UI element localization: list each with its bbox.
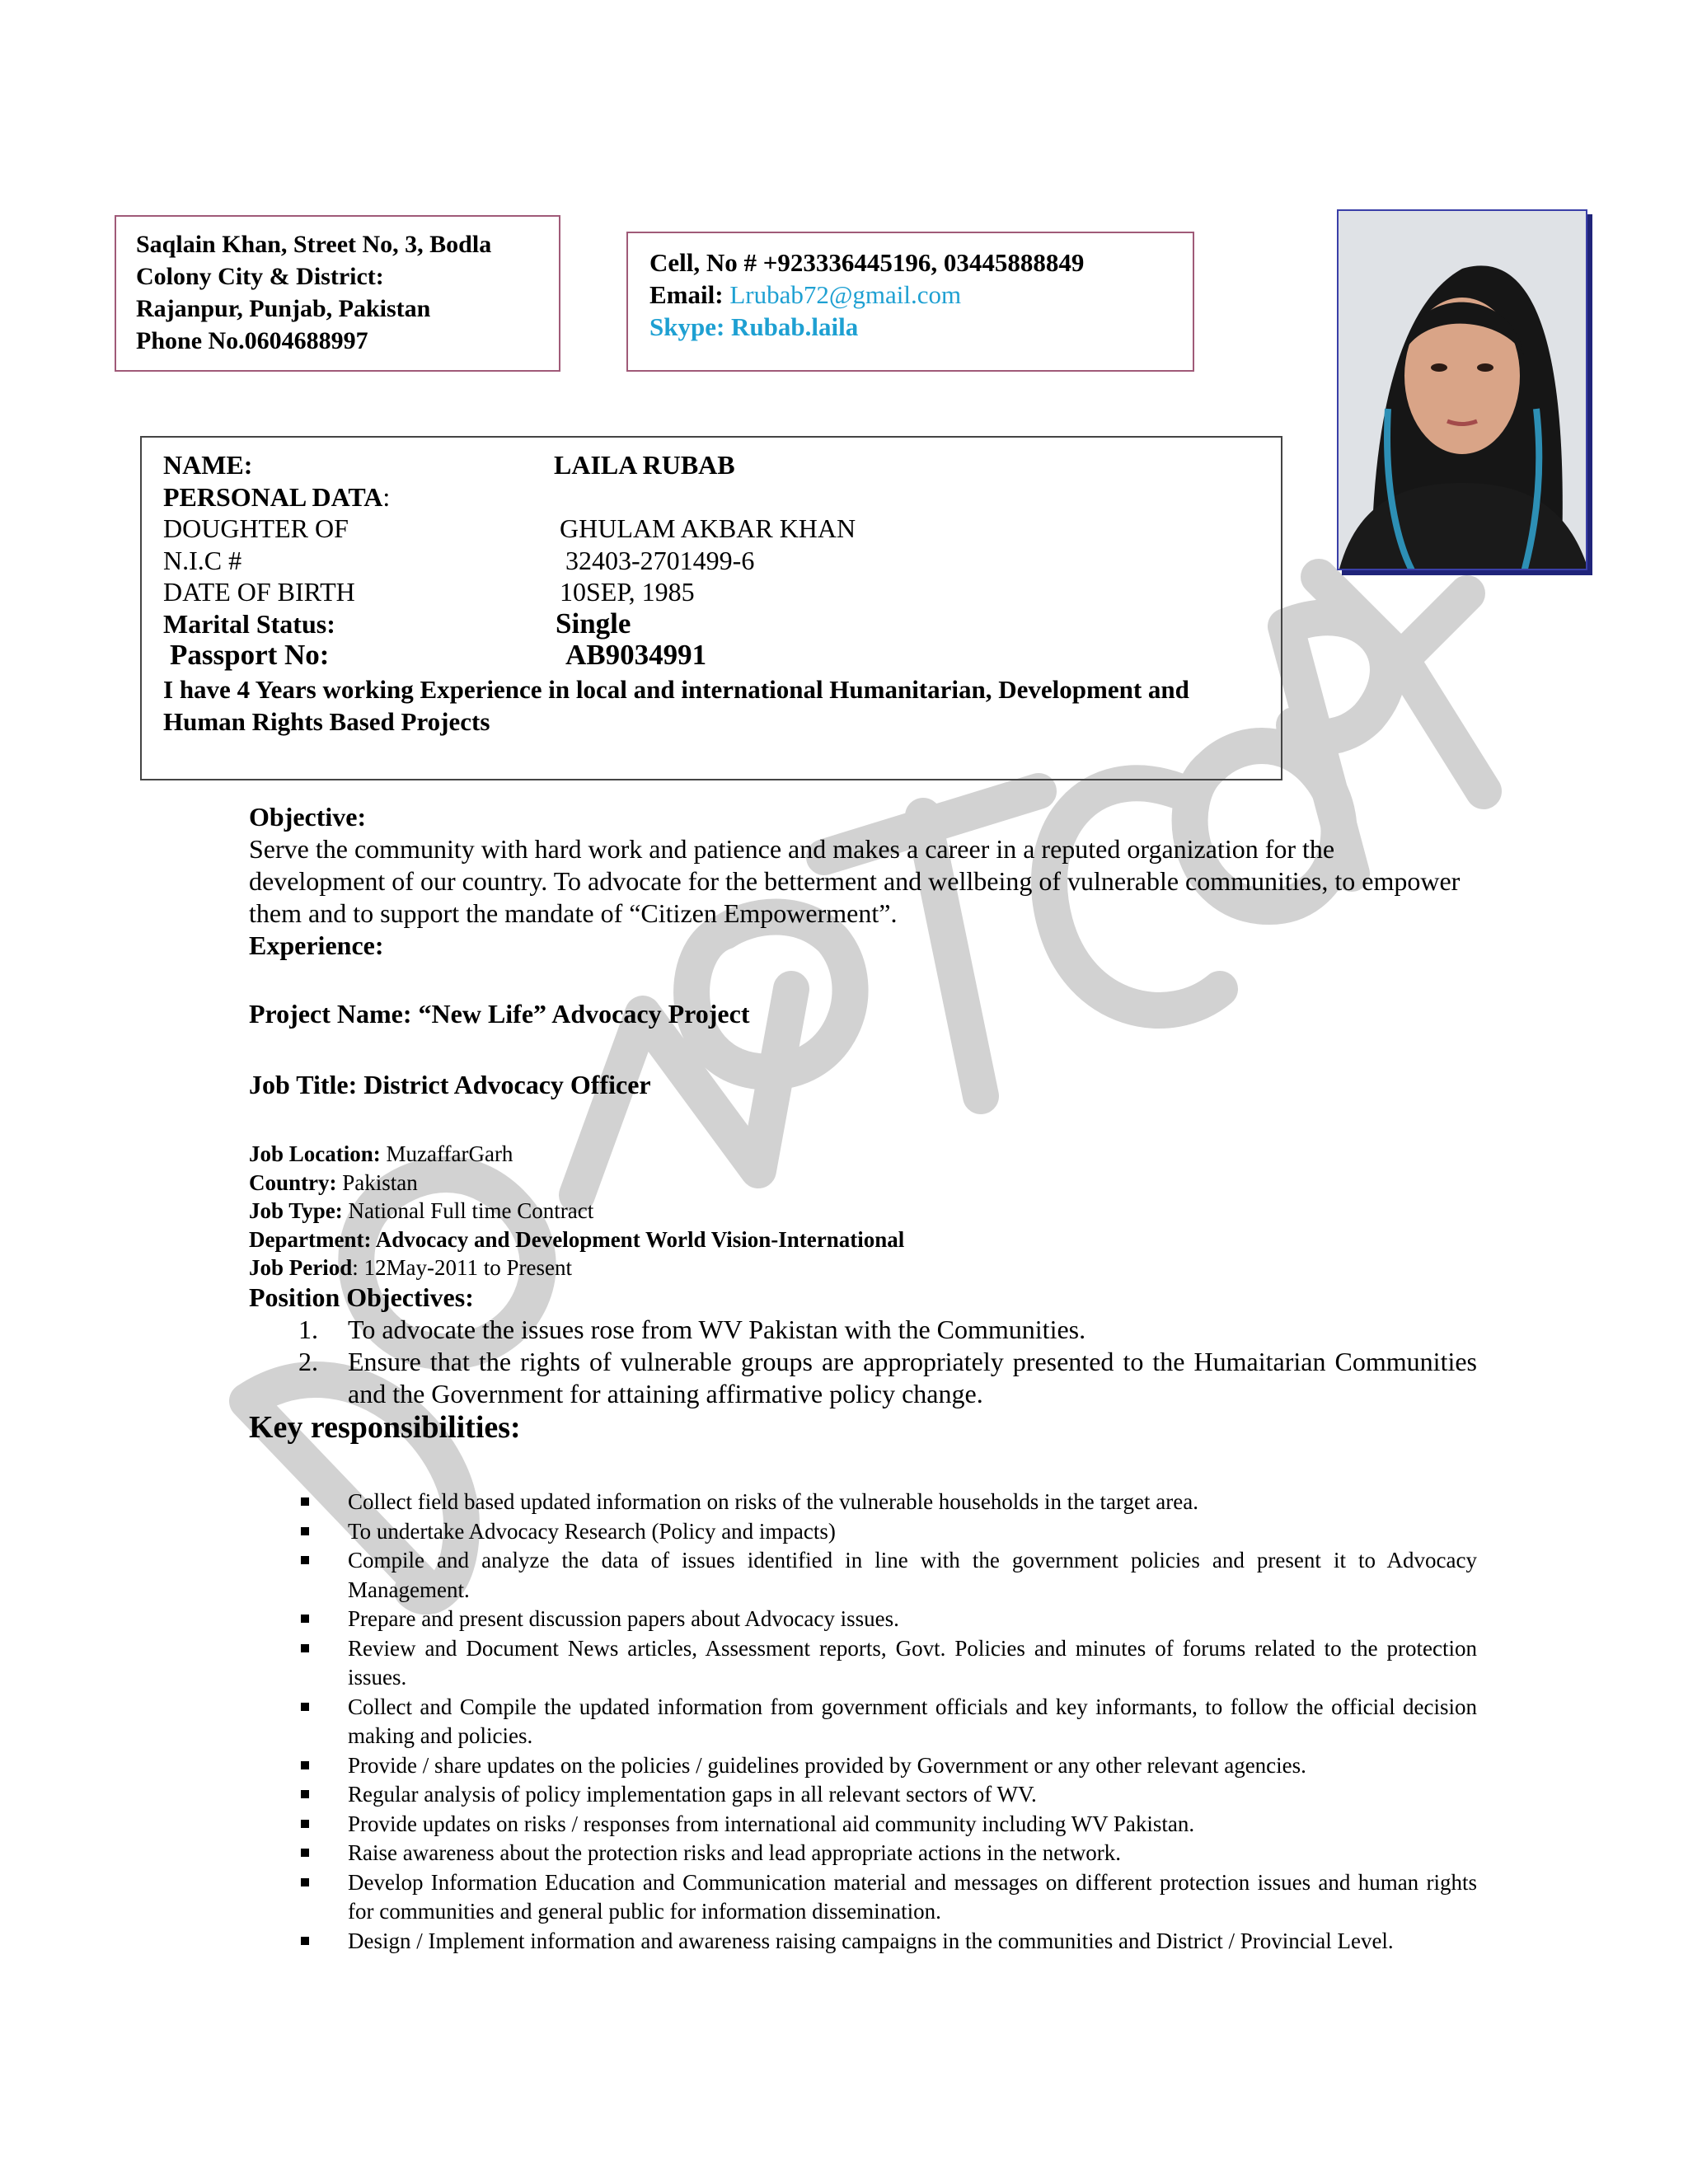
name-row <box>163 449 1259 481</box>
cell-number: Cell, No # +923336445196, 03445888849 <box>649 248 1085 277</box>
email-line <box>649 279 1171 311</box>
job-period-row <box>249 1254 1477 1282</box>
nic-value: 32403-2701499-6 <box>565 545 755 575</box>
address-line: Rajanpur, Punjab, Pakistan <box>136 295 431 322</box>
position-objectives-section <box>249 1282 1477 1410</box>
dob-value: 10SEP, 1985 <box>560 577 695 607</box>
job-location-value: MuzaffarGarh <box>380 1141 513 1166</box>
list-item: Provide updates on risks / responses from international aid community including WV Pakistan. <box>249 1810 1477 1840</box>
objective-heading: Objective: <box>249 802 367 832</box>
list-item: Compile and analyze the data of issues identified in line with the government policies and present it to Advocacy Management. <box>249 1546 1477 1605</box>
job-location-row <box>249 1140 1477 1169</box>
responsibilities-list <box>249 1488 1477 1956</box>
list-item: Provide / share updates on the policies / guidelines provided by Government or any other relevant agencies. <box>249 1751 1477 1781</box>
key-responsibilities-heading: Key responsibilities: <box>249 1410 521 1445</box>
country-row <box>249 1169 1477 1197</box>
list-number: 1. <box>298 1315 318 1344</box>
personal-data-heading <box>163 481 1259 513</box>
list-item: Design / Implement information and awareness raising campaigns in the communities and District / Provincial Level. <box>249 1927 1477 1957</box>
list-text: Ensure that the rights of vulnerable groups are appropriately presented to the Humaitarian Communities and the Government for attaining affirmative policy change. <box>348 1347 1477 1408</box>
job-title: Job Title: District Advocacy Officer <box>249 1070 651 1099</box>
project-name: Project Name: “New Life” Advocacy Project <box>249 999 750 1029</box>
job-type-value: National Full time Contract <box>342 1198 594 1223</box>
objective-section <box>249 801 1477 962</box>
contact-box <box>626 232 1194 372</box>
marital-row <box>163 608 1259 640</box>
position-objectives-list <box>249 1314 1477 1410</box>
skype-id: Skype: Rubab.laila <box>649 312 859 341</box>
profile-photo-image <box>1339 211 1587 570</box>
passport-value: AB9034991 <box>565 639 707 671</box>
position-objectives-heading: Position Objectives: <box>249 1282 474 1312</box>
job-type-row <box>249 1197 1477 1226</box>
marital-value: Single <box>556 607 631 640</box>
list-item <box>249 1314 1477 1346</box>
nic-label: N.I.C # <box>163 545 242 575</box>
list-item: Collect and Compile the updated information from government officials and key informants, to follow the official decision making and policies. <box>249 1693 1477 1751</box>
name-value: LAILA RUBAB <box>554 450 735 480</box>
personal-data-box <box>140 436 1282 780</box>
job-period-label: Job Period <box>249 1255 353 1280</box>
objective-text: Serve the community with hard work and patience and makes a career in a reputed organization for the development of our country. To advocate for the betterment and wellbeing of vulnerable communities, to empower them and to support the mandate of “Citizen Empowerment”. <box>249 834 1461 928</box>
marital-label: Marital Status: <box>163 608 335 639</box>
list-item: Prepare and present discussion papers about Advocacy issues. <box>249 1605 1477 1634</box>
list-item: To undertake Advocacy Research (Policy and impacts) <box>249 1517 1477 1547</box>
job-details <box>249 1140 1477 1282</box>
list-item: Collect field based updated information on risks of the vulnerable households in the target area. <box>249 1488 1477 1517</box>
job-period-value: : 12May-2011 to Present <box>352 1255 572 1280</box>
email-label: Email: <box>649 280 724 309</box>
nic-row <box>163 545 1259 577</box>
experience-heading: Experience: <box>249 930 384 960</box>
address-line: Saqlain Khan, Street No, 3, Bodla <box>136 231 492 258</box>
email-link[interactable]: Lrubab72@gmail.com <box>729 280 962 309</box>
personal-data-colon: : <box>382 481 391 512</box>
responsibilities-section <box>249 1488 1477 1956</box>
address-box <box>115 215 560 372</box>
country-label: Country: <box>249 1169 337 1195</box>
passport-row <box>163 640 1259 672</box>
dob-label: DATE OF BIRTH <box>163 577 355 607</box>
personal-data-label: PERSONAL DATA <box>163 481 383 512</box>
father-label: DOUGHTER OF <box>163 513 349 543</box>
experience-summary: I have 4 Years working Experience in local and international Humanitarian, Development and Human Rights Based Projects <box>163 674 1189 736</box>
job-location-label: Job Location: <box>249 1141 381 1166</box>
list-item: Review and Document News articles, Assessment reports, Govt. Policies and minutes of forums related to the protection issues. <box>249 1634 1477 1693</box>
list-text: To advocate the issues rose from WV Pakistan with the Communities. <box>348 1315 1086 1344</box>
list-item: Raise awareness about the protection risks and lead appropriate actions in the network. <box>249 1839 1477 1868</box>
list-number: 2. <box>298 1347 318 1376</box>
job-type-label: Job Type: <box>249 1198 343 1223</box>
passport-label: Passport No: <box>170 639 330 671</box>
father-value: GHULAM AKBAR KHAN <box>560 513 856 543</box>
name-label: NAME: <box>163 450 253 480</box>
list-item: Develop Information Education and Communication material and messages on different protection issues and human rights for communities and general public for information dissemination. <box>249 1868 1477 1927</box>
address-line: Colony City & District: <box>136 263 384 290</box>
father-row <box>163 513 1259 545</box>
department-row: Department: Advocacy and Development World Vision-International <box>249 1226 905 1252</box>
country-value: Pakistan <box>336 1169 418 1195</box>
profile-photo <box>1337 209 1587 570</box>
dob-row <box>163 576 1259 608</box>
list-item: Regular analysis of policy implementation gaps in all relevant sectors of WV. <box>249 1780 1477 1810</box>
phone-line: Phone No.0604688997 <box>136 327 368 354</box>
list-item <box>249 1346 1477 1410</box>
